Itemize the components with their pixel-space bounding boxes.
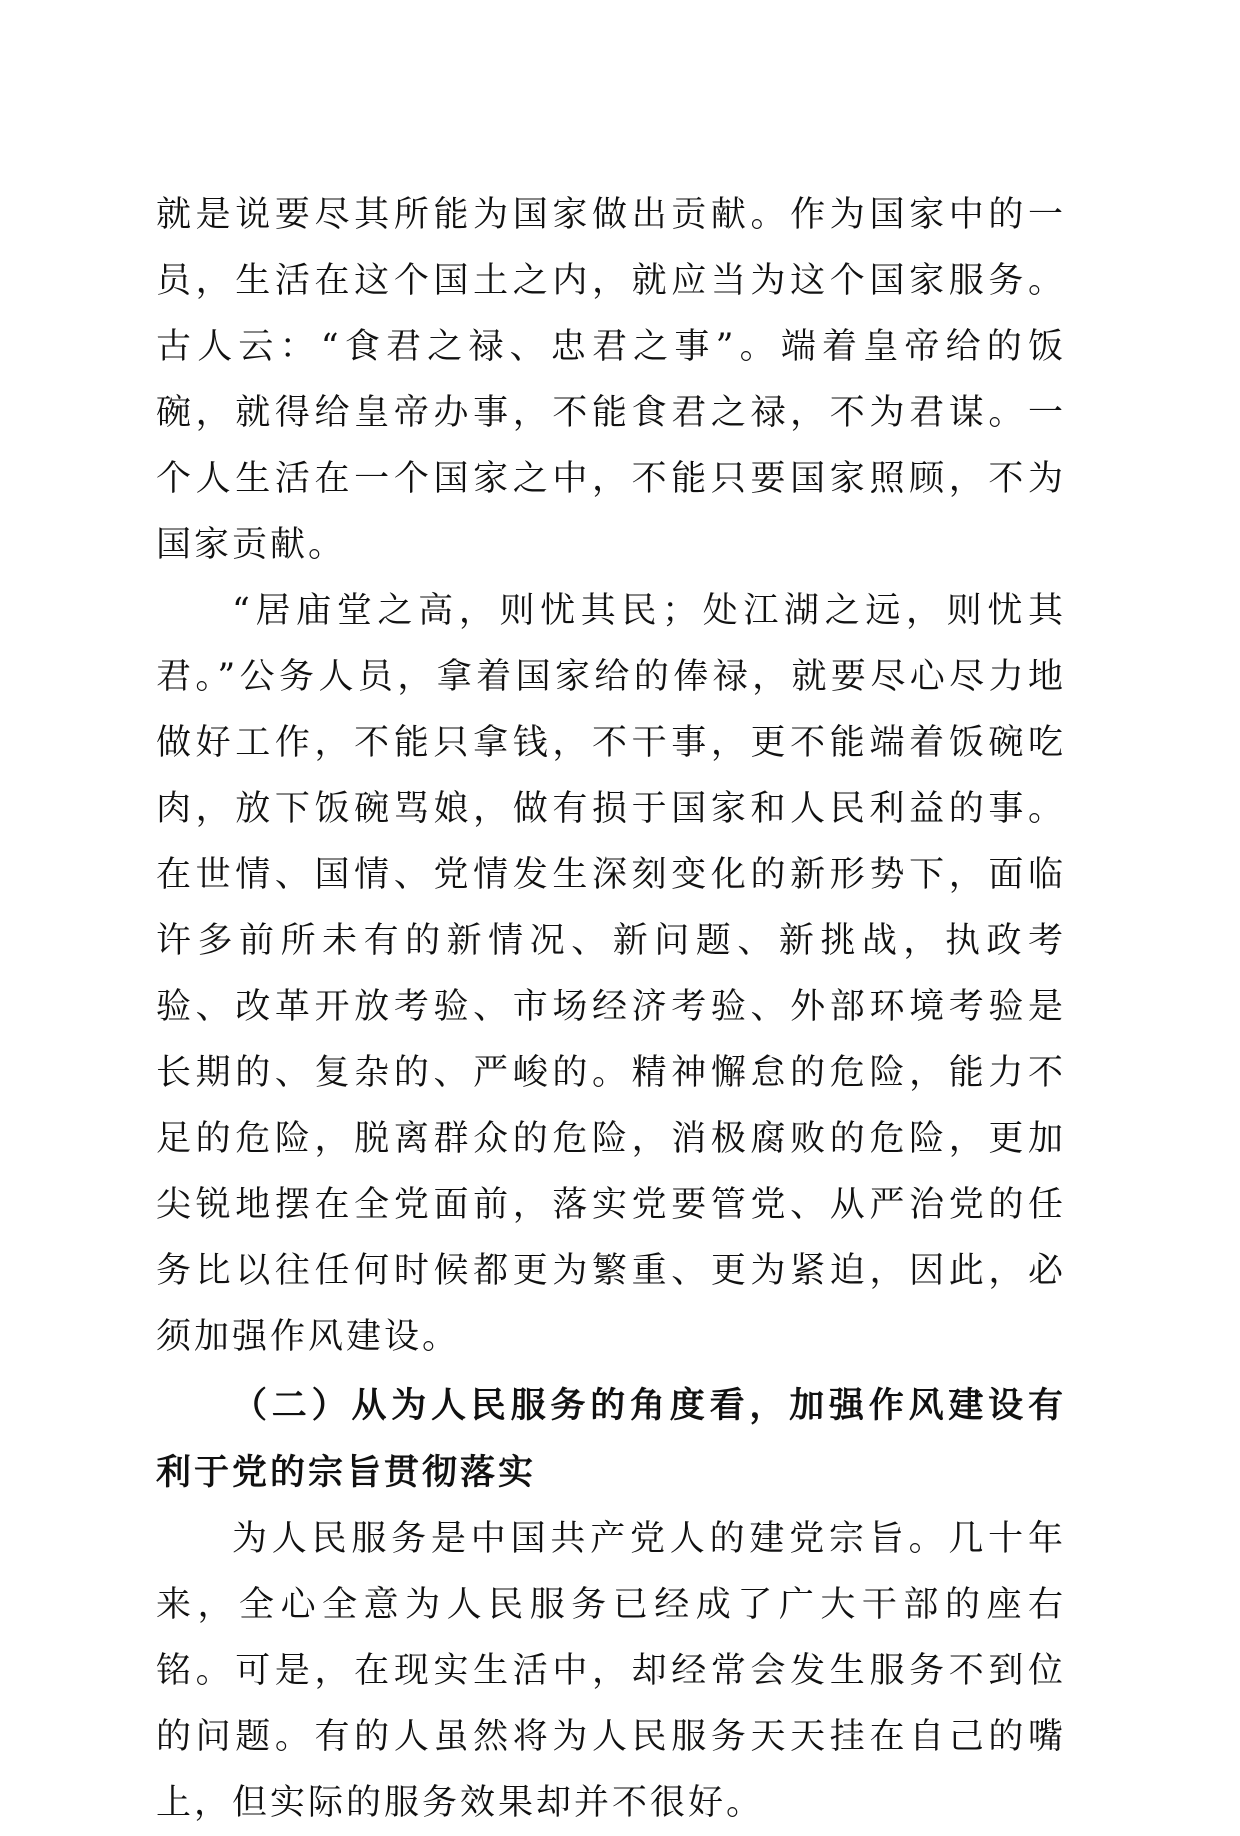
paragraph-continued: 就是说要尽其所能为国家做出贡献。作为国家中的一员，生活在这个国土之内，就应当为这个国家服务。古人云：“食君之禄、忠君之事”。端着皇帝给的饭碗，就得给皇帝办事，不能食君之禄，不为君谋。一个人生活在一个国家之中，不能只要国家照顾，不为国家贡献。 [156,195,1066,565]
section-heading: （二）从为人民服务的角度看，加强作风建设有利于党的宗旨贯彻落实 [156,1385,1066,1493]
paragraph-serve-the-people: 为人民服务是中国共产党人的建党宗旨。几十年来，全心全意为人民服务已经成了广大干部的座右铭。可是，在现实生活中，却经常会发生服务不到位的问题。有的人虽然将为人民服务天天挂在自己的嘴上，但实际的服务效果却并不很好。 [156,1519,1066,1823]
document-body [156,182,1066,1836]
paragraph-public-servants: “居庙堂之高，则忧其民；处江湖之远，则忧其君。”公务人员，拿着国家给的俸禄，就要尽心尽力地做好工作，不能只拿钱，不干事，更不能端着饭碗吃肉，放下饭碗骂娘，做有损于国家和人民利益的事。在世情、国情、党情发生深刻变化的新形势下，面临许多前所未有的新情况、新问题、新挑战，执政考验、改革开放考验、市场经济考验、外部环境考验是长期的、复杂的、严峻的。精神懈怠的危险，能力不足的危险，脱离群众的危险，消极腐败的危险，更加尖锐地摆在全党面前，落实党要管党、从严治党的任务比以往任何时候都更为繁重、更为紧迫，因此，必须加强作风建设。 [156,591,1066,1357]
